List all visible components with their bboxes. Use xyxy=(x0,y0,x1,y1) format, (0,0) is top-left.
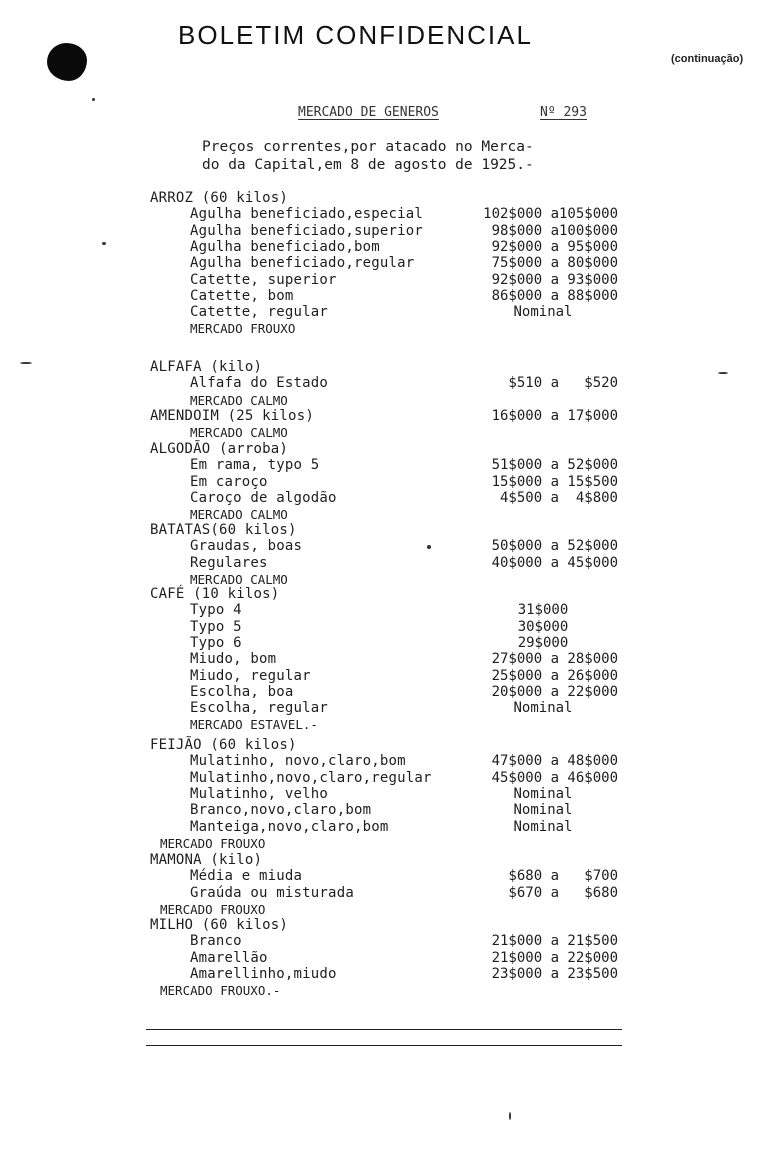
category-price: 16$000 a 17$000 xyxy=(491,408,618,424)
market-status: MERCADO FROUXO xyxy=(190,321,296,337)
intro-line: do da Capital,em 8 de agosto de 1925.- xyxy=(202,157,534,173)
commodity-name: Em rama, typo 5 xyxy=(190,457,320,474)
commodity-price: 98$000 a100$000 xyxy=(491,222,618,239)
speck xyxy=(718,372,728,374)
commodity-name: Graudas, boas xyxy=(190,538,303,555)
commodity-name: Miudo, bom xyxy=(190,651,277,668)
category-heading: MAMONA (kilo) xyxy=(150,852,263,868)
commodity-name: Manteiga,novo,claro,bom xyxy=(190,818,389,835)
bulletin-number: Nº 293 xyxy=(540,105,587,120)
commodity-price: $510 a $520 xyxy=(508,375,618,392)
market-status: MERCADO CALMO xyxy=(190,425,288,441)
commodity-name: Catette, regular xyxy=(190,304,329,321)
commodity-name: Mulatinho,novo,claro,regular xyxy=(190,769,432,786)
commodity-name: Miudo, regular xyxy=(190,667,311,684)
commodity-price: Nominal xyxy=(513,304,573,321)
commodity-price: 20$000 a 22$000 xyxy=(491,683,618,700)
market-status: MERCADO CALMO xyxy=(190,507,288,523)
commodity-name: Typo 4 xyxy=(190,602,242,619)
commodity-price: 31$000 xyxy=(517,602,569,619)
commodity-price: Nominal xyxy=(513,802,573,819)
commodity-price: $670 a $680 xyxy=(508,884,618,901)
commodity-name: Amarellinho,miudo xyxy=(190,965,337,982)
commodity-name: Branco,novo,claro,bom xyxy=(190,802,372,819)
document-title: BOLETIM CONFIDENCIAL xyxy=(178,20,533,50)
commodity-name: Em caroço xyxy=(190,473,268,490)
commodity-name: Mulatinho, velho xyxy=(190,785,329,802)
continuation-label: (continuação) xyxy=(671,53,744,65)
commodity-price: 47$000 a 48$000 xyxy=(491,753,618,770)
commodity-name: Catette, superior xyxy=(190,271,337,288)
commodity-name: Escolha, regular xyxy=(190,700,329,717)
commodity-name: Agulha beneficiado,superior xyxy=(190,222,423,239)
section-title: MERCADO DE GENEROS xyxy=(298,105,439,120)
category-heading: FEIJÃO (60 kilos) xyxy=(150,737,297,753)
category-heading: BATATAS(60 kilos) xyxy=(150,522,297,538)
commodity-price: Nominal xyxy=(513,818,573,835)
market-status: MERCADO FROUXO xyxy=(160,835,266,851)
commodity-price: 75$000 a 80$000 xyxy=(491,255,618,272)
commodity-name: Graúda ou misturada xyxy=(190,884,354,901)
commodity-price: 86$000 a 88$000 xyxy=(491,287,618,304)
commodity-name: Agulha beneficiado,especial xyxy=(190,206,423,223)
intro-line: Preços correntes,por atacado no Merca- xyxy=(202,139,534,155)
commodity-name: Typo 6 xyxy=(190,634,242,651)
commodity-name: Branco xyxy=(190,933,242,950)
commodity-name: Alfafa do Estado xyxy=(190,375,329,392)
commodity-price: 92$000 a 95$000 xyxy=(491,238,618,255)
commodity-price: 27$000 a 28$000 xyxy=(491,651,618,668)
bottom-rule xyxy=(146,1029,622,1030)
commodity-price: 23$000 a 23$500 xyxy=(491,965,618,982)
category-heading: ALFAFA (kilo) xyxy=(150,359,263,375)
commodity-price: 30$000 xyxy=(517,618,569,635)
category-heading: ALGODÃO (arroba) xyxy=(150,441,289,457)
commodity-name: Amarellão xyxy=(190,949,268,966)
commodity-name: Agulha beneficiado,regular xyxy=(190,255,415,272)
commodity-price: 4$500 a 4$800 xyxy=(499,489,618,506)
commodity-name: Agulha beneficiado,bom xyxy=(190,238,380,255)
commodity-price: 25$000 a 26$000 xyxy=(491,667,618,684)
speck xyxy=(427,545,431,549)
commodity-price: Nominal xyxy=(513,785,573,802)
market-status: MERCADO CALMO xyxy=(190,392,288,408)
speck xyxy=(509,1112,511,1120)
commodity-price: 15$000 a 15$500 xyxy=(491,473,618,490)
commodity-price: 50$000 a 52$000 xyxy=(491,538,618,555)
speck xyxy=(92,98,95,101)
commodity-price: 102$000 a105$000 xyxy=(483,206,618,223)
category-heading: MILHO (60 kilos) xyxy=(150,917,289,933)
market-status: MERCADO ESTAVEL.- xyxy=(190,717,318,733)
commodity-price: 45$000 a 46$000 xyxy=(491,769,618,786)
commodity-name: Catette, bom xyxy=(190,287,294,304)
market-status: MERCADO FROUXO xyxy=(160,901,266,917)
commodity-price: 21$000 a 21$500 xyxy=(491,933,618,950)
commodity-name: Escolha, boa xyxy=(190,683,294,700)
commodity-name: Caroço de algodão xyxy=(190,489,337,506)
category-heading: AMENDOIM (25 kilos) xyxy=(150,408,314,424)
category-heading: ARROZ (60 kilos) xyxy=(150,190,289,206)
commodity-price: 29$000 xyxy=(517,634,569,651)
commodity-price: 21$000 a 22$000 xyxy=(491,949,618,966)
commodity-price: $680 a $700 xyxy=(508,868,618,885)
commodity-name: Média e miuda xyxy=(190,868,303,885)
speck xyxy=(102,242,106,245)
commodity-price: 40$000 a 45$000 xyxy=(491,554,618,571)
commodity-price: 92$000 a 93$000 xyxy=(491,271,618,288)
market-status: MERCADO FROUXO.- xyxy=(160,983,281,999)
bottom-rule xyxy=(146,1045,622,1046)
market-status: MERCADO CALMO xyxy=(190,571,288,587)
commodity-name: Typo 5 xyxy=(190,618,242,635)
commodity-name: Regulares xyxy=(190,554,268,571)
commodity-name: Mulatinho, novo,claro,bom xyxy=(190,753,406,770)
speck xyxy=(20,362,32,364)
commodity-price: 51$000 a 52$000 xyxy=(491,457,618,474)
commodity-price: Nominal xyxy=(513,700,573,717)
category-heading: CAFÉ (10 kilos) xyxy=(150,586,280,602)
